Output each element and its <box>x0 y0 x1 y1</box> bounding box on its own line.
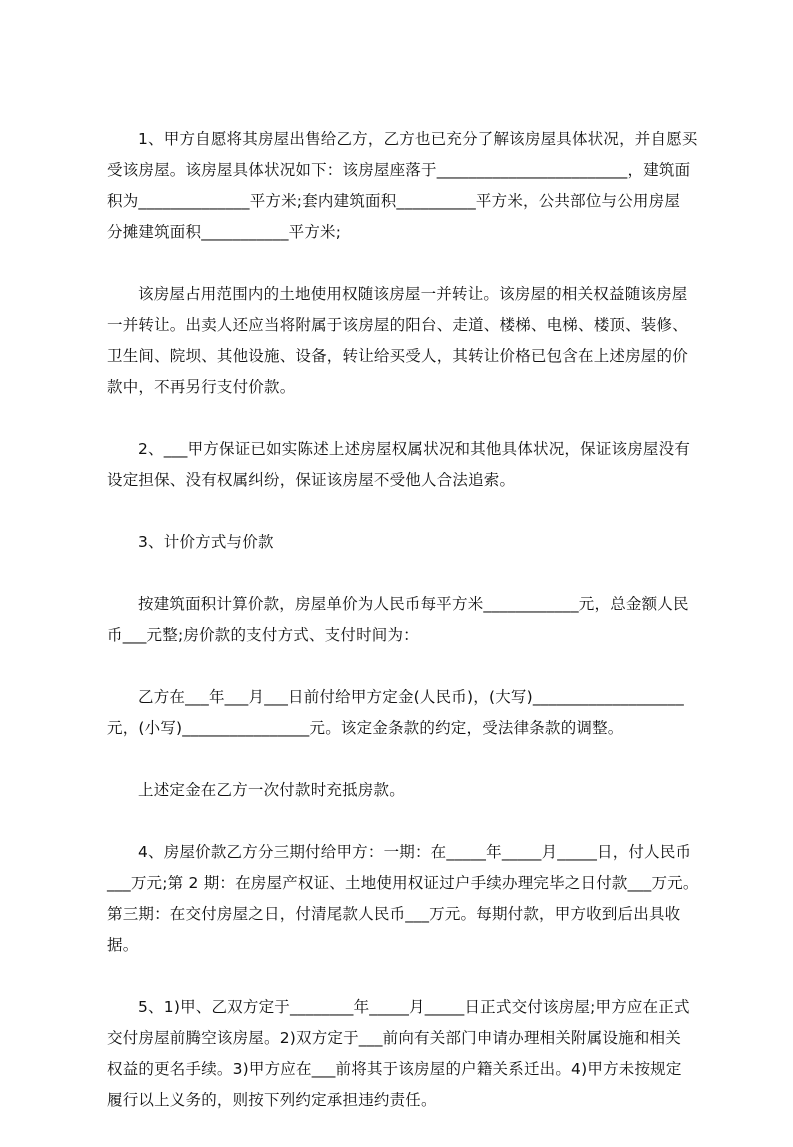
paragraph-clause-5 <box>107 992 699 1116</box>
text-line: ___万元;第 2 期：在房屋产权证、土地使用权证过户手续办理完毕之日付款___万元。 <box>107 874 699 892</box>
text-line: 分摊建筑面积___________平方米; <box>107 223 342 241</box>
paragraph-deposit-offset <box>107 775 699 806</box>
text-line: 4、房屋价款乙方分三期付给甲方：一期：在_____年_____月_____日，付人民币 <box>138 843 692 861</box>
text-line: 受该房屋。该房屋具体状况如下：该房屋座落于________________________，建筑面 <box>107 161 691 179</box>
paragraph-price-calc <box>107 589 699 651</box>
text-line: 款中，不再另行支付价款。 <box>107 378 296 396</box>
paragraph-clause-3 <box>107 527 699 558</box>
text-line: 履行以上义务的，则按下列约定承担违约责任。 <box>107 1091 437 1109</box>
text-line: 1、甲方自愿将其房屋出售给乙方，乙方也已充分了解该房屋具体状况，并自愿买 <box>138 130 698 148</box>
paragraph-deposit <box>107 682 699 744</box>
text-line: 币___元整;房价款的支付方式、支付时间为： <box>107 626 419 644</box>
text-line: 一并转让。出卖人还应当将附属于该房屋的阳台、走道、楼梯、电梯、楼顶、装修、 <box>107 316 688 334</box>
text-line: 积为______________平方米;套内建筑面积__________平方米，公共部位与公用房屋 <box>107 192 681 210</box>
text-line: 该房屋占用范围内的土地使用权随该房屋一并转让。该房屋的相关权益随该房屋 <box>138 285 688 303</box>
paragraph-clause-4 <box>107 837 699 961</box>
text-line: 设定担保、没有权属纠纷，保证该房屋不受他人合法追索。 <box>107 471 516 489</box>
text-line: 按建筑面积计算价款，房屋单价为人民币每平方米____________元，总金额人民 <box>138 595 689 613</box>
text-line: 权益的更名手续。3)甲方应在___前将其于该房屋的户籍关系迁出。4)甲方未按规定 <box>107 1060 682 1078</box>
paragraph-land-use <box>107 279 699 403</box>
paragraph-clause-2 <box>107 434 699 496</box>
text-line: 3、计价方式与价款 <box>138 533 274 551</box>
text-line: 交付房屋前腾空该房屋。2)双方定于___前向有关部门申请办理相关附属设施和相关 <box>107 1029 681 1047</box>
text-line: 元，(小写)________________元。该定金条款的约定，受法律条款的调整。 <box>107 719 624 737</box>
text-line: 卫生间、院坝、其他设施、设备，转让给买受人，其转让价格已包含在上述房屋的价 <box>107 347 688 365</box>
text-line: 5、1)甲、乙双方定于________年_____月_____日正式交付该房屋;甲方应在正式 <box>138 998 690 1016</box>
text-line: 2、___甲方保证已如实陈述上述房屋权属状况和其他具体状况，保证该房屋没有 <box>138 440 691 458</box>
document-body <box>107 124 699 1147</box>
text-line: 乙方在___年___月___日前付给甲方定金(人民币)，(大写)___________________ <box>138 688 684 706</box>
text-line: 第三期：在交付房屋之日，付清尾款人民币___万元。每期付款，甲方收到后出具收 <box>107 905 681 923</box>
text-line: 上述定金在乙方一次付款时充抵房款。 <box>138 781 405 799</box>
text-line: 据。 <box>107 936 139 954</box>
paragraph-clause-1 <box>107 124 699 248</box>
